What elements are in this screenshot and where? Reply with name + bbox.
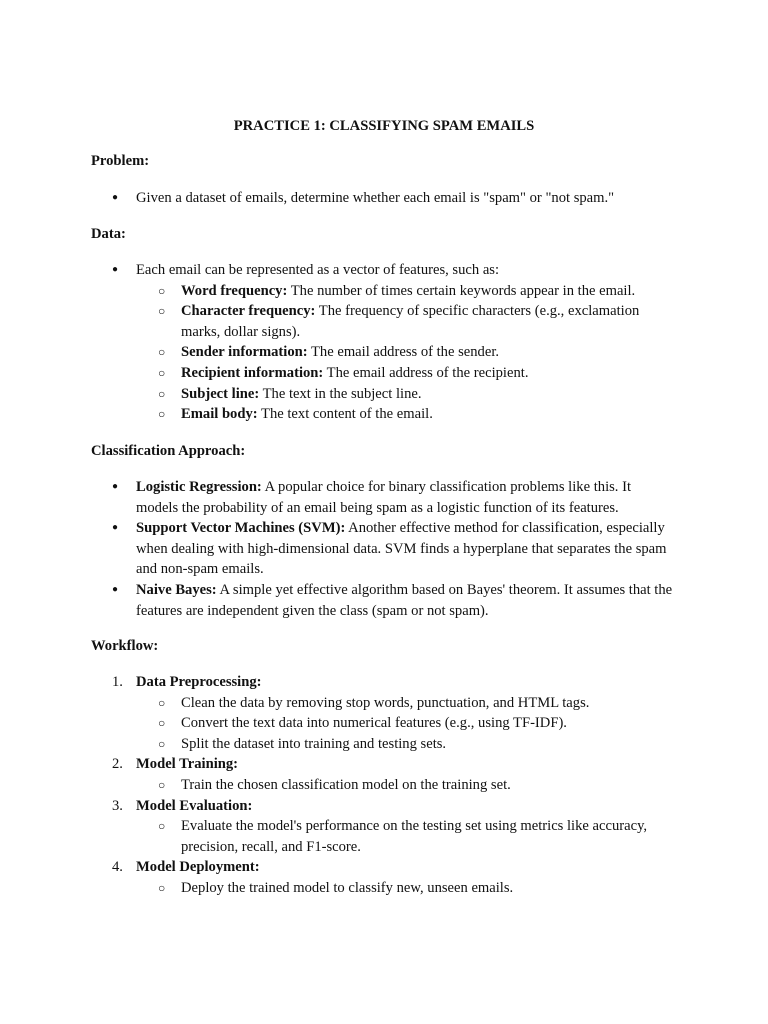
- step-title: Model Deployment:: [136, 859, 260, 876]
- workflow-list: [112, 672, 676, 899]
- feature-term: Recipient information:: [181, 364, 324, 381]
- approach-term: Naive Bayes:: [136, 581, 217, 598]
- workflow-heading: Workflow:: [91, 638, 159, 654]
- feature-term: Subject line:: [181, 385, 260, 402]
- feature-item: [181, 281, 676, 302]
- step-subitem: ○ Split the dataset into training and testing sets.: [181, 734, 676, 755]
- feature-item: [181, 384, 676, 405]
- step-title: Model Training:: [136, 756, 239, 773]
- feature-text: The text content of the email.: [257, 406, 433, 423]
- feature-item: [181, 404, 676, 425]
- list-item: ● Given a dataset of emails, determine whether each email is "spam" or "not spam.": [136, 188, 676, 209]
- feature-term: Email body:: [181, 406, 258, 423]
- page-title: PRACTICE 1: CLASSIFYING SPAM EMAILS: [233, 118, 535, 134]
- step-sublist: [136, 693, 676, 755]
- list-item: [136, 260, 676, 425]
- workflow-step: [112, 796, 676, 858]
- feature-text: The email address of the sender.: [307, 344, 500, 361]
- approach-heading: Classification Approach:: [91, 443, 246, 459]
- feature-item: [181, 342, 676, 363]
- feature-term: Sender information:: [181, 344, 308, 361]
- step-subitem: ○ Evaluate the model's performance on the testing set using metrics like accuracy, precision, recall, and F1-score.: [181, 816, 676, 857]
- workflow-step: [112, 754, 676, 795]
- feature-text: The text in the subject line.: [259, 385, 422, 402]
- approach-text: A simple yet effective algorithm based on Bayes' theorem. It assumes that the features are independent given the class (spam or not spam).: [136, 581, 673, 619]
- approach-text: A popular choice for binary classification problems like this. It models the probability of an email being spam as a logistic function of its features.: [136, 479, 632, 516]
- approach-term: Support Vector Machines (SVM):: [136, 520, 346, 537]
- step-number: 2.: [112, 756, 123, 773]
- workflow-step: [112, 857, 676, 898]
- feature-text: The frequency of specific characters (e.g., exclamation marks, dollar signs).: [181, 303, 640, 340]
- step-subitem: ○ Clean the data by removing stop words, punctuation, and HTML tags.: [181, 693, 676, 714]
- approach-term: Logistic Regression:: [136, 479, 262, 495]
- approach-text: Another effective method for classification, especially when dealing with high-dimensional data. SVM finds a hyperplane that separates the spam and non-spam emails.: [136, 520, 667, 578]
- step-number: 4.: [112, 859, 123, 876]
- step-title: Data Preprocessing:: [136, 674, 262, 690]
- workflow-step: [112, 672, 676, 754]
- step-number: 1.: [112, 674, 123, 690]
- feature-item: [181, 363, 676, 384]
- step-sublist: [136, 878, 676, 899]
- feature-list: [136, 281, 676, 425]
- step-sublist: [136, 816, 676, 857]
- step-subitem: ○ Convert the text data into numerical features (e.g., using TF-IDF).: [181, 713, 676, 734]
- data-intro: Each email can be represented as a vector of features, such as:: [136, 262, 500, 278]
- step-subitem: ○ Deploy the trained model to classify new, unseen emails.: [181, 878, 676, 899]
- feature-term: Word frequency:: [181, 282, 288, 299]
- feature-text: The email address of the recipient.: [323, 364, 529, 381]
- step-title: Model Evaluation:: [136, 797, 253, 814]
- problem-heading: Problem:: [91, 153, 150, 169]
- feature-text: The number of times certain keywords appear in the email.: [287, 282, 636, 299]
- approach-list: [136, 477, 676, 621]
- problem-list: [136, 188, 676, 209]
- list-item: [136, 477, 676, 518]
- step-number: 3.: [112, 797, 123, 814]
- data-heading: Data:: [91, 226, 126, 242]
- step-subitem: ○ Train the chosen classification model on the training set.: [181, 775, 676, 796]
- data-list: [136, 260, 676, 425]
- feature-item: [181, 301, 676, 342]
- feature-term: Character frequency:: [181, 303, 316, 320]
- step-sublist: [136, 775, 676, 796]
- list-item: [136, 518, 676, 580]
- list-item: [136, 580, 676, 621]
